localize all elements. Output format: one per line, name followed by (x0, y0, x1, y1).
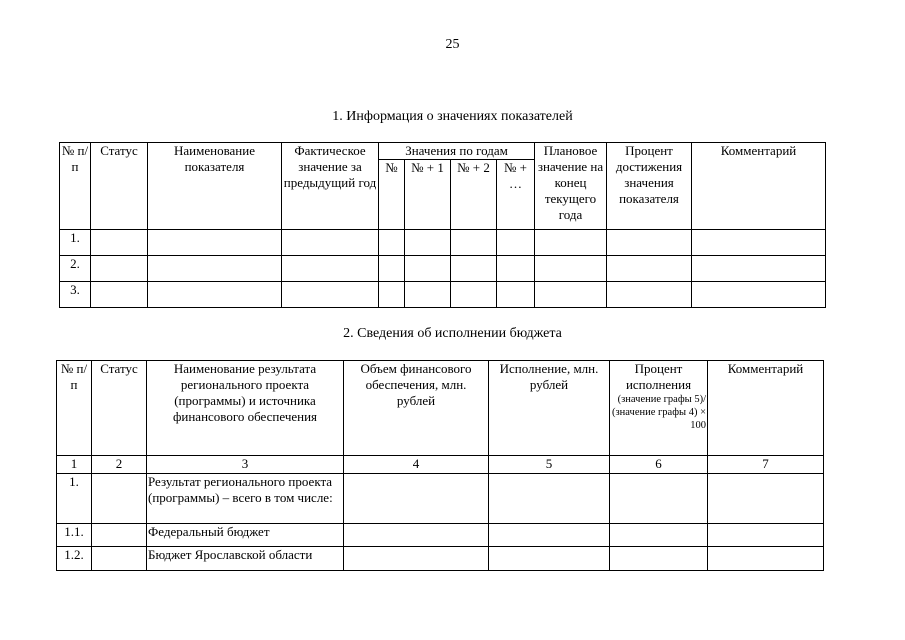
col-number: 6 (610, 456, 708, 474)
col-number: 3 (147, 456, 344, 474)
section2-title: 2. Сведения об исполнении бюджета (343, 326, 562, 341)
header-fact-value: Фактическое значение за предыдущий год (282, 143, 379, 230)
header-execution: Исполнение, млн. рублей (489, 361, 610, 456)
table-row (60, 230, 826, 256)
header-comment: Комментарий (708, 361, 824, 456)
section1-title: 1. Информация о значениях показателей (332, 109, 573, 124)
header-year-n2: № + 2 (451, 160, 497, 230)
page-number: 25 (445, 37, 460, 52)
header-values-by-year: Значения по годам (379, 143, 535, 160)
header-result-name: Наименование результата регионального проекта (программы) и источника финансового обеспечения (147, 361, 344, 456)
header-year-n1: № + 1 (405, 160, 451, 230)
row-name: Результат регионального проекта (программы) – всего в том числе: (147, 474, 344, 524)
row-num: 1.2. (57, 547, 92, 571)
header-indicator-name: Наименование показателя (148, 143, 282, 230)
table-row (57, 547, 824, 571)
table-row (60, 256, 826, 282)
header-year-n: № (379, 160, 405, 230)
col-number: 5 (489, 456, 610, 474)
row-name: Федеральный бюджет (147, 524, 344, 547)
row-num: 3. (60, 282, 91, 308)
header-status: Статус (91, 143, 148, 230)
table-row (57, 524, 824, 547)
table-row (57, 474, 824, 524)
header-funding-volume: Объем финансового обеспечения, млн. рублей (344, 361, 489, 456)
row-name: Бюджет Ярославской области (147, 547, 344, 571)
header-year-nx: № + … (497, 160, 535, 230)
header-comment: Комментарий (692, 143, 826, 230)
row-num: 1. (57, 474, 92, 524)
header-achievement-percent: Процент достижения значения показателя (607, 143, 692, 230)
row-num: 1. (60, 230, 91, 256)
table-row (60, 282, 826, 308)
row-num: 1.1. (57, 524, 92, 547)
header-num: № п/п (60, 143, 91, 230)
header-execution-percent (610, 361, 708, 456)
column-numbers-row (57, 456, 824, 474)
header-num: № п/п (57, 361, 92, 456)
budget-table (56, 360, 824, 571)
header-plan-value: Плановое значение на конец текущего года (535, 143, 607, 230)
col-number: 2 (92, 456, 147, 474)
indicators-table (59, 142, 826, 308)
header-status: Статус (92, 361, 147, 456)
pct-main-label: Процент исполнения (625, 361, 692, 392)
pct-formula-note: (значение графы 5)/ (значение графы 4) × 100 (612, 394, 706, 431)
row-num: 2. (60, 256, 91, 282)
col-number: 4 (344, 456, 489, 474)
col-number: 1 (57, 456, 92, 474)
col-number: 7 (708, 456, 824, 474)
